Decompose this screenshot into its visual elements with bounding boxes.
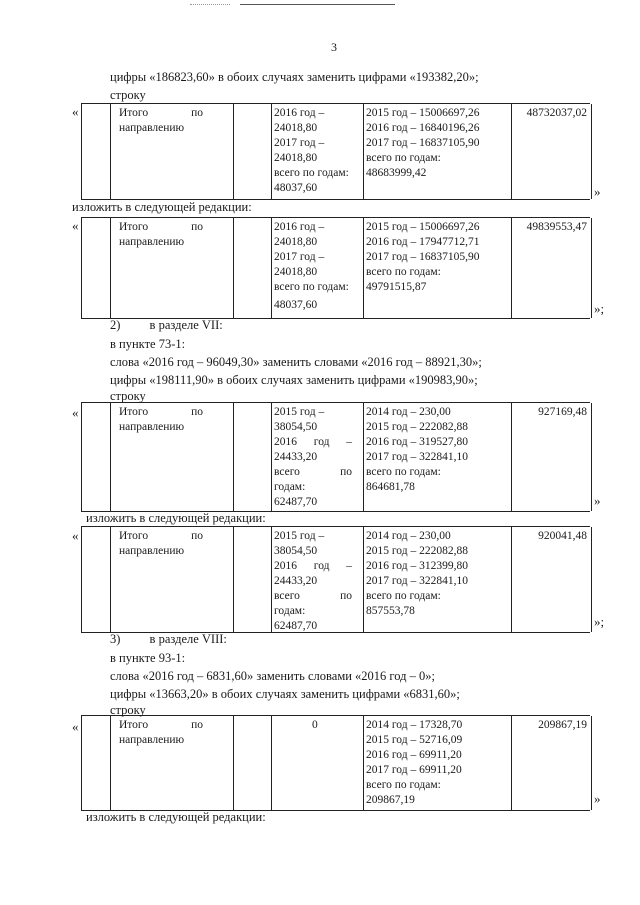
value-line: 2016 год – 312399,80 xyxy=(366,560,468,572)
col-years xyxy=(271,527,364,632)
col-total xyxy=(511,218,592,318)
vsego-word: всего xyxy=(274,466,300,478)
col-years xyxy=(271,218,364,318)
value-line: 2015 год – 15006697,26 xyxy=(366,107,480,119)
col-name xyxy=(110,403,234,511)
value-line: 2016 год – 319527,80 xyxy=(366,436,468,448)
amend-line: строку xyxy=(110,389,146,403)
table-2 xyxy=(81,217,590,319)
amend-line: строку xyxy=(110,703,146,717)
col-empty xyxy=(233,104,272,199)
name-line2: направлению xyxy=(119,734,185,746)
total-value: 49839553,47 xyxy=(526,221,587,233)
name-left: Итого xyxy=(119,107,149,119)
year-line: 2017 год – xyxy=(274,137,325,149)
amend-line: цифры «13663,20» в обоих случаях заменить цифрами «6831,60»; xyxy=(110,687,460,701)
year-line: 62487,70 xyxy=(274,620,318,632)
total-value: 48732037,02 xyxy=(526,107,587,119)
col-empty xyxy=(233,403,272,511)
value-line: 2017 год – 16837105,90 xyxy=(366,137,480,149)
name-right: по xyxy=(191,406,203,418)
value-line: 2015 год – 222082,88 xyxy=(366,421,468,433)
value-line: всего по годам: xyxy=(366,779,441,791)
year-line: 24018,80 xyxy=(274,236,318,248)
col-empty xyxy=(233,716,272,810)
name-line2: направлению xyxy=(119,122,185,134)
name-right: по xyxy=(191,221,203,233)
value-line: 2015 год – 52716,09 xyxy=(366,734,463,746)
value-line: всего по годам: xyxy=(366,590,441,602)
year-line: 24018,80 xyxy=(274,266,318,278)
col-blank xyxy=(81,104,111,199)
name-right: по xyxy=(191,530,203,542)
change-label: изложить в следующей редакции: xyxy=(72,200,252,214)
quote-close: » xyxy=(594,791,601,806)
year-line: 2015 год – xyxy=(274,530,325,542)
col-blank xyxy=(81,716,111,810)
total-value: 920041,48 xyxy=(538,530,587,542)
year-line: 24018,80 xyxy=(274,152,318,164)
vsego-word: по xyxy=(340,590,352,602)
value-line: всего по годам: xyxy=(366,266,441,278)
intro-line-2: строку xyxy=(110,88,146,102)
value-line: 2016 год – 69911,20 xyxy=(366,749,462,761)
quote-open: « xyxy=(72,719,79,734)
name-line2: направлению xyxy=(119,236,185,248)
year-line: 2016 год – xyxy=(274,107,325,119)
year-line: 62487,70 xyxy=(274,496,318,508)
vsego-word: по xyxy=(340,466,352,478)
year-word: год xyxy=(313,560,330,572)
col-name xyxy=(110,104,234,199)
col-total xyxy=(511,104,592,199)
vsego-word: всего xyxy=(274,590,300,602)
col-name xyxy=(110,218,234,318)
year-line: 2015 год – xyxy=(274,406,325,418)
name-left: Итого xyxy=(119,221,149,233)
year-word: – xyxy=(346,560,352,572)
col-years xyxy=(271,403,364,511)
year-line: всего по годам: xyxy=(274,281,349,293)
col-blank xyxy=(81,403,111,511)
quote-open: « xyxy=(72,104,79,119)
year-word: 2016 xyxy=(274,436,297,448)
page-number: 3 xyxy=(331,40,337,54)
intro-line-1: цифры «186823,60» в обоих случаях заменить цифрами «193382,20»; xyxy=(110,70,479,84)
year-line: годам: xyxy=(274,481,306,493)
value-line: 49791515,87 xyxy=(366,281,427,293)
scan-line xyxy=(240,4,395,5)
vsego-line xyxy=(274,589,352,604)
quote-open: « xyxy=(72,218,79,233)
quote-close-semicolon: »; xyxy=(594,301,605,316)
section-title: в разделе VIII: xyxy=(149,632,227,646)
value-line: 2017 год – 16837105,90 xyxy=(366,251,480,263)
value-line: 2017 год – 322841,10 xyxy=(366,451,468,463)
year-line: 24433,20 xyxy=(274,451,318,463)
value-line: 2015 год – 222082,88 xyxy=(366,545,468,557)
value-line: 2015 год – 15006697,26 xyxy=(366,221,480,233)
table-5 xyxy=(81,715,590,811)
value-line: 2014 год – 17328,70 xyxy=(366,719,463,731)
section-heading xyxy=(110,318,223,332)
change-label: изложить в следующей редакции: xyxy=(86,511,266,525)
name-left: Итого xyxy=(119,719,149,731)
year-line: 38054,50 xyxy=(274,421,318,433)
amend-line: слова «2016 год – 6831,60» заменить словами «2016 год – 0»; xyxy=(110,669,435,683)
name-left: Итого xyxy=(119,406,149,418)
col-blank xyxy=(81,527,111,632)
amend-line: слова «2016 год – 96049,30» заменить словами «2016 год – 88921,30»; xyxy=(110,355,482,369)
col-values xyxy=(363,527,512,632)
year-word: – xyxy=(346,436,352,448)
table-1 xyxy=(81,103,590,200)
quote-close: » xyxy=(594,493,601,508)
value-line: 209867,19 xyxy=(366,794,415,806)
table-3 xyxy=(81,402,590,512)
scan-mark xyxy=(190,4,230,5)
value-line: 2017 год – 69911,20 xyxy=(366,764,462,776)
col-values xyxy=(363,104,512,199)
year-word: год xyxy=(313,436,330,448)
year-word: 2016 xyxy=(274,560,297,572)
col-years xyxy=(271,104,364,199)
year-line: 2016 год – xyxy=(274,221,325,233)
section-number: 2) xyxy=(110,318,121,332)
value-line: 864681,78 xyxy=(366,481,415,493)
year-line: всего по годам: xyxy=(274,167,349,179)
table-4 xyxy=(81,526,590,633)
col-total xyxy=(511,716,592,810)
value-line: 48683999,42 xyxy=(366,167,427,179)
value-line: 2014 год – 230,00 xyxy=(366,406,451,418)
section-number: 3) xyxy=(110,632,121,646)
name-left: Итого xyxy=(119,530,149,542)
col-values xyxy=(363,403,512,511)
name-line2: направлению xyxy=(119,545,185,557)
vsego-line xyxy=(274,465,352,480)
year-line: 48037,60 xyxy=(274,182,318,194)
col-years xyxy=(271,716,364,810)
col-blank xyxy=(81,218,111,318)
total-value: 209867,19 xyxy=(538,719,587,731)
col-empty xyxy=(233,218,272,318)
quote-open: « xyxy=(72,528,79,543)
year-line: 48037,60 xyxy=(274,299,318,311)
year-line: 24018,80 xyxy=(274,122,318,134)
year-line: 24433,20 xyxy=(274,575,318,587)
amend-line: цифры «198111,90» в обоих случаях заменить цифрами «190983,90»; xyxy=(110,373,478,387)
name-right: по xyxy=(191,719,203,731)
value-line: 2017 год – 322841,10 xyxy=(366,575,468,587)
section-heading xyxy=(110,632,227,646)
quote-open: « xyxy=(72,405,79,420)
value-line: всего по годам: xyxy=(366,152,441,164)
zero-value: 0 xyxy=(312,719,318,731)
col-values xyxy=(363,218,512,318)
col-total xyxy=(511,527,592,632)
col-name xyxy=(110,527,234,632)
name-right: по xyxy=(191,107,203,119)
section-title: в разделе VII: xyxy=(149,318,223,332)
value-line: 2016 год – 16840196,26 xyxy=(366,122,480,134)
name-line2: направлению xyxy=(119,421,185,433)
value-line: 2016 год – 17947712,71 xyxy=(366,236,480,248)
value-line: всего по годам: xyxy=(366,466,441,478)
point-label: в пункте 73-1: xyxy=(110,337,186,351)
year-line: годам: xyxy=(274,605,306,617)
col-empty xyxy=(233,527,272,632)
year-line: 2017 год – xyxy=(274,251,325,263)
year-line-2016 xyxy=(274,435,352,450)
year-line: 38054,50 xyxy=(274,545,318,557)
total-value: 927169,48 xyxy=(538,406,587,418)
value-line: 2014 год – 230,00 xyxy=(366,530,451,542)
quote-close-semicolon: »; xyxy=(594,614,605,629)
col-values xyxy=(363,716,512,810)
change-label: изложить в следующей редакции: xyxy=(86,810,266,824)
quote-close: » xyxy=(594,184,601,199)
year-line-2016 xyxy=(274,559,352,574)
col-total xyxy=(511,403,592,511)
value-line: 857553,78 xyxy=(366,605,415,617)
col-name xyxy=(110,716,234,810)
point-label: в пункте 93-1: xyxy=(110,651,186,665)
